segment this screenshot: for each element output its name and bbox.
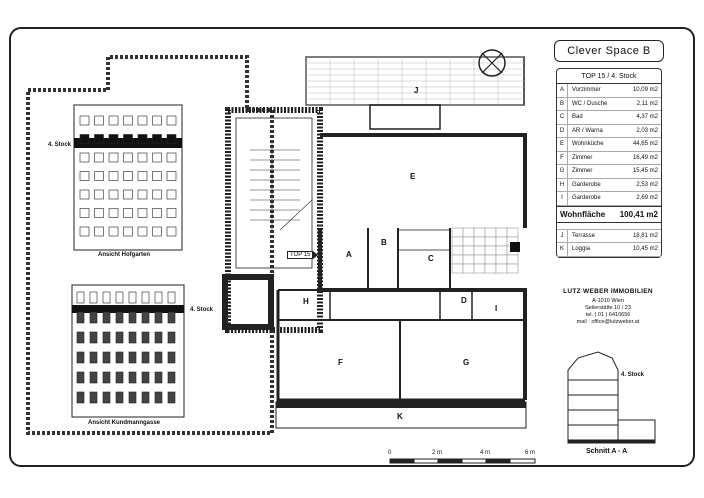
row-name: Bad [572, 114, 583, 121]
row-key: K [557, 243, 568, 256]
row-area: 2,11 m2 [636, 100, 658, 107]
area-row [557, 111, 661, 125]
total-label: Wohnfläche [560, 209, 606, 219]
area-row [557, 138, 661, 152]
row-name: Zimmer [572, 154, 593, 161]
section-caption: Schnitt A - A [586, 448, 628, 455]
floor-marker-hof: 4. Stock [48, 142, 72, 148]
row-name: Loggia [572, 246, 591, 253]
kundmanngasse-caption: Ansicht Kundmanngasse [88, 420, 161, 426]
room-label-c: C [428, 254, 434, 263]
row-area: 10,45 m2 [632, 246, 658, 253]
area-row [557, 243, 661, 257]
row-key: J [557, 230, 568, 243]
row-area: 2,03 m2 [636, 127, 658, 134]
unit-tag: TOP 15 [287, 251, 313, 259]
row-area: 15,45 m2 [632, 168, 658, 175]
floor-marker-kund: 4. Stock [190, 307, 214, 313]
row-area: 44,65 m2 [632, 141, 658, 148]
scale-bar [390, 459, 535, 463]
area-table-heading: TOP 15 / 4. Stock [557, 69, 661, 84]
room-label-d: D [461, 296, 467, 305]
scale-label-6: 6 m [525, 450, 536, 456]
floor-marker-section: 4. Stock [621, 372, 645, 378]
row-key: G [557, 165, 568, 178]
row-name: AR / Warna [572, 127, 603, 134]
row-name: Vorzimmer [572, 87, 601, 94]
row-name: Wohnküche [572, 141, 604, 148]
row-name: Terrasse [572, 232, 596, 239]
area-row [557, 98, 661, 112]
room-label-j: J [414, 86, 419, 95]
scale-label-4: 4 m [480, 450, 491, 456]
room-label-k: K [397, 412, 403, 421]
area-table [556, 68, 662, 258]
row-area: 4,37 m2 [636, 114, 658, 121]
row-name: Zimmer [572, 168, 593, 175]
room-label-h: H [303, 297, 309, 306]
total-value: 100,41 m2 [619, 209, 658, 219]
company-line2: Seilerstätte 10 / 23 [585, 305, 631, 311]
page-title: Clever Space B [554, 40, 664, 62]
scale-label-2: 2 m [432, 450, 443, 456]
row-key: B [557, 98, 568, 111]
elevation-kundmanngasse [72, 285, 184, 417]
area-row [557, 230, 661, 244]
section-a-a [568, 352, 655, 443]
row-area: 10,09 m2 [632, 87, 658, 94]
row-area: 16,49 m2 [632, 154, 658, 161]
room-label-b: B [381, 238, 387, 247]
room-label-f: F [338, 358, 343, 367]
scale-label-0: 0 [388, 450, 392, 456]
room-label-g: G [463, 358, 470, 367]
row-area: 2,53 m2 [636, 181, 658, 188]
staircase [250, 140, 312, 230]
area-row [557, 152, 661, 166]
hofgarten-caption: Ansicht Hofgarten [98, 252, 151, 258]
area-row [557, 84, 661, 98]
row-name: Garderobe [572, 195, 601, 202]
row-key: I [557, 192, 568, 205]
row-area: 18,81 m2 [632, 232, 658, 239]
row-key: D [557, 125, 568, 138]
row-name: WC / Dusche [572, 100, 608, 107]
row-key: H [557, 179, 568, 192]
room-label-i: I [495, 304, 498, 313]
area-row [557, 179, 661, 193]
company-line4: mail : office@lutzweber.at [576, 319, 640, 325]
company-line1: A-1010 Wien [592, 298, 624, 304]
area-row [557, 165, 661, 179]
area-row [557, 125, 661, 139]
row-name: Garderobe [572, 181, 601, 188]
row-area: 2,69 m2 [636, 195, 658, 202]
row-key: E [557, 138, 568, 151]
room-label-a: A [346, 250, 352, 259]
total-row [557, 206, 661, 223]
row-key: C [557, 111, 568, 124]
company-line3: tel. ( 01 ) 6410656 [585, 312, 631, 318]
row-key: A [557, 84, 568, 97]
area-row [557, 192, 661, 206]
company-name: LUTZ WEBER IMMOBILIEN [563, 288, 653, 295]
company-info [556, 288, 660, 326]
room-label-e: E [410, 172, 416, 181]
row-key: F [557, 152, 568, 165]
